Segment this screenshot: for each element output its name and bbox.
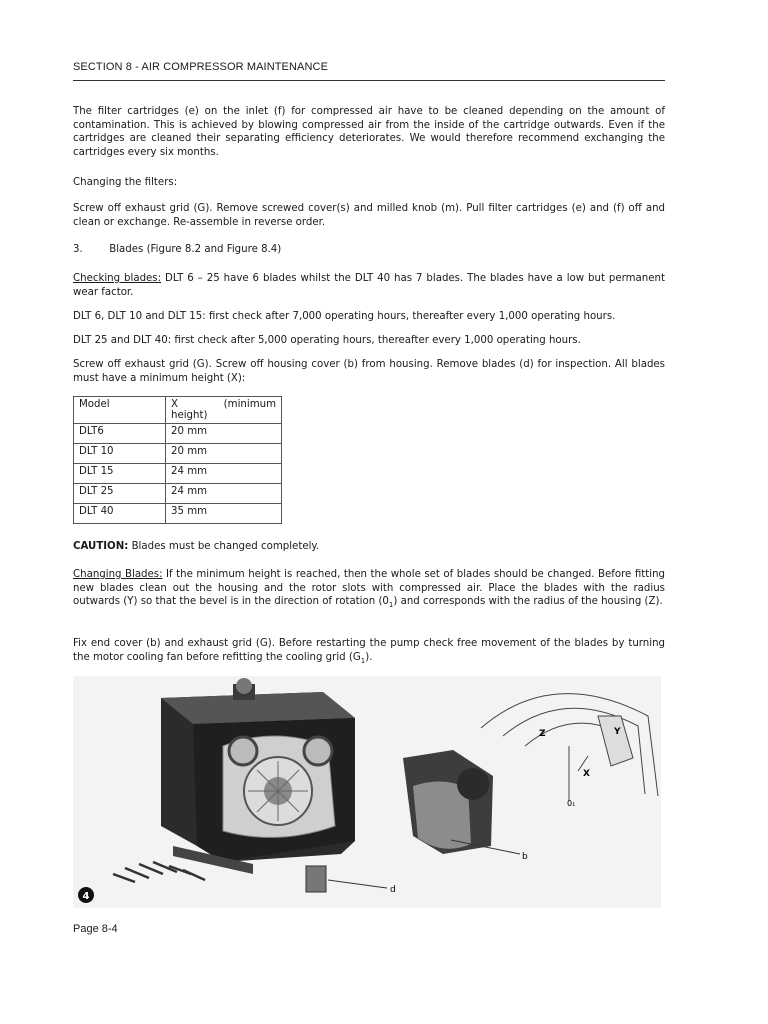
checking-blades-label: Checking blades: — [73, 273, 162, 284]
caution-text: Blades must be changed completely. — [128, 541, 320, 552]
callout-o1: 0₁ — [567, 799, 576, 808]
callout-y: Y — [614, 727, 621, 737]
changing-blades-label: Changing Blades: — [73, 569, 163, 580]
model-cell: DLT6 — [74, 424, 166, 444]
caution-label: CAUTION: — [73, 541, 129, 552]
section-title: Blades (Figure 8.2 and Figure 8.4) — [109, 244, 282, 255]
callout-b: b — [522, 852, 528, 862]
filter-cleaning-paragraph: The filter cartridges (e) on the inlet (f) for compressed air have to be cleaned depending on the amount of contamination. This is achieved by blowing compressed air from the inside of the cartridge outwards. Even if the cartridges are cleaned their separating efficiency deteriorates. We would therefore recommend exchanging the cartridges every six months. — [73, 106, 665, 158]
height-column-header: X (minimum height) — [166, 397, 282, 424]
blade-illustration — [306, 866, 326, 892]
table-row — [74, 484, 282, 504]
blade-height-table — [73, 396, 282, 524]
changing-filters-paragraph: Screw off exhaust grid (G). Remove screwed cover(s) and milled knob (m). Pull filter cartridges (e) and (f) off and clean or exchange. Re-assemble in reverse order. — [73, 203, 665, 228]
callout-z: Z — [539, 729, 546, 739]
housing-cover-illustration — [403, 750, 493, 854]
screws-illustration — [113, 862, 205, 882]
height-cell: 20 mm — [166, 424, 282, 444]
section-header: SECTION 8 - AIR COMPRESSOR MAINTENANCE — [73, 61, 329, 73]
model-column-header: Model — [74, 397, 166, 424]
checking-blades-text: DLT 6 – 25 have 6 blades whilst the DLT 40 has 7 blades. The blades have a low but permanent wear factor. — [73, 273, 665, 298]
callout-x: X — [583, 769, 590, 779]
table-row — [74, 464, 282, 484]
changing-filters-heading: Changing the filters: — [73, 177, 178, 188]
header-rule — [73, 80, 665, 81]
model-cell: DLT 25 — [74, 484, 166, 504]
changing-blades-paragraph: Changing Blades: If the minimum height is reached, then the whole set of blades should be changed. Before fitting new blades clean out the housing and the rotor slots with compressed air. Place the blades with the radius outwards (Y) so that the bevel is in the direction of rotation $(0_1)$ and corresponds with the radius of the housing (Z). — [73, 569, 665, 610]
figure-number: 4 — [82, 891, 90, 902]
check-interval-small-models: DLT 6, DLT 10 and DLT 15: first check after 7,000 operating hours, thereafter every 1,000 operating hours. — [73, 311, 616, 322]
check-interval-large-models: DLT 25 and DLT 40: first check after 5,000 operating hours, thereafter every 1,000 operating hours. — [73, 335, 581, 346]
refit-paragraph: Fix end cover (b) and exhaust grid (G). Before restarting the pump check free movement of the blades by turning the motor cooling fan before refitting the cooling grid $(G_1)$. — [73, 638, 665, 665]
model-cell: DLT 10 — [74, 444, 166, 464]
table-row — [74, 444, 282, 464]
page-number: Page 8-4 — [73, 923, 118, 935]
compressor-exploded-figure — [73, 676, 661, 908]
checking-blades-paragraph — [73, 272, 665, 299]
height-cell: 35 mm — [166, 504, 282, 524]
section-number: 3. — [73, 244, 83, 255]
blade-detail-diagram — [481, 694, 658, 801]
table-row — [74, 424, 282, 444]
table-row — [74, 504, 282, 524]
model-cell: DLT 40 — [74, 504, 166, 524]
inspection-paragraph: Screw off exhaust grid (G). Screw off housing cover (b) from housing. Remove blades (d) for inspection. All blades must have a minimum height (X): — [73, 359, 665, 384]
height-cell: 24 mm — [166, 464, 282, 484]
callout-d: d — [390, 885, 396, 895]
model-cell: DLT 15 — [74, 464, 166, 484]
table-header-row — [74, 397, 282, 424]
height-cell: 20 mm — [166, 444, 282, 464]
blades-section-heading — [73, 243, 665, 257]
compressor-housing-illustration — [161, 678, 355, 874]
caution-note — [73, 540, 665, 554]
height-cell: 24 mm — [166, 484, 282, 504]
